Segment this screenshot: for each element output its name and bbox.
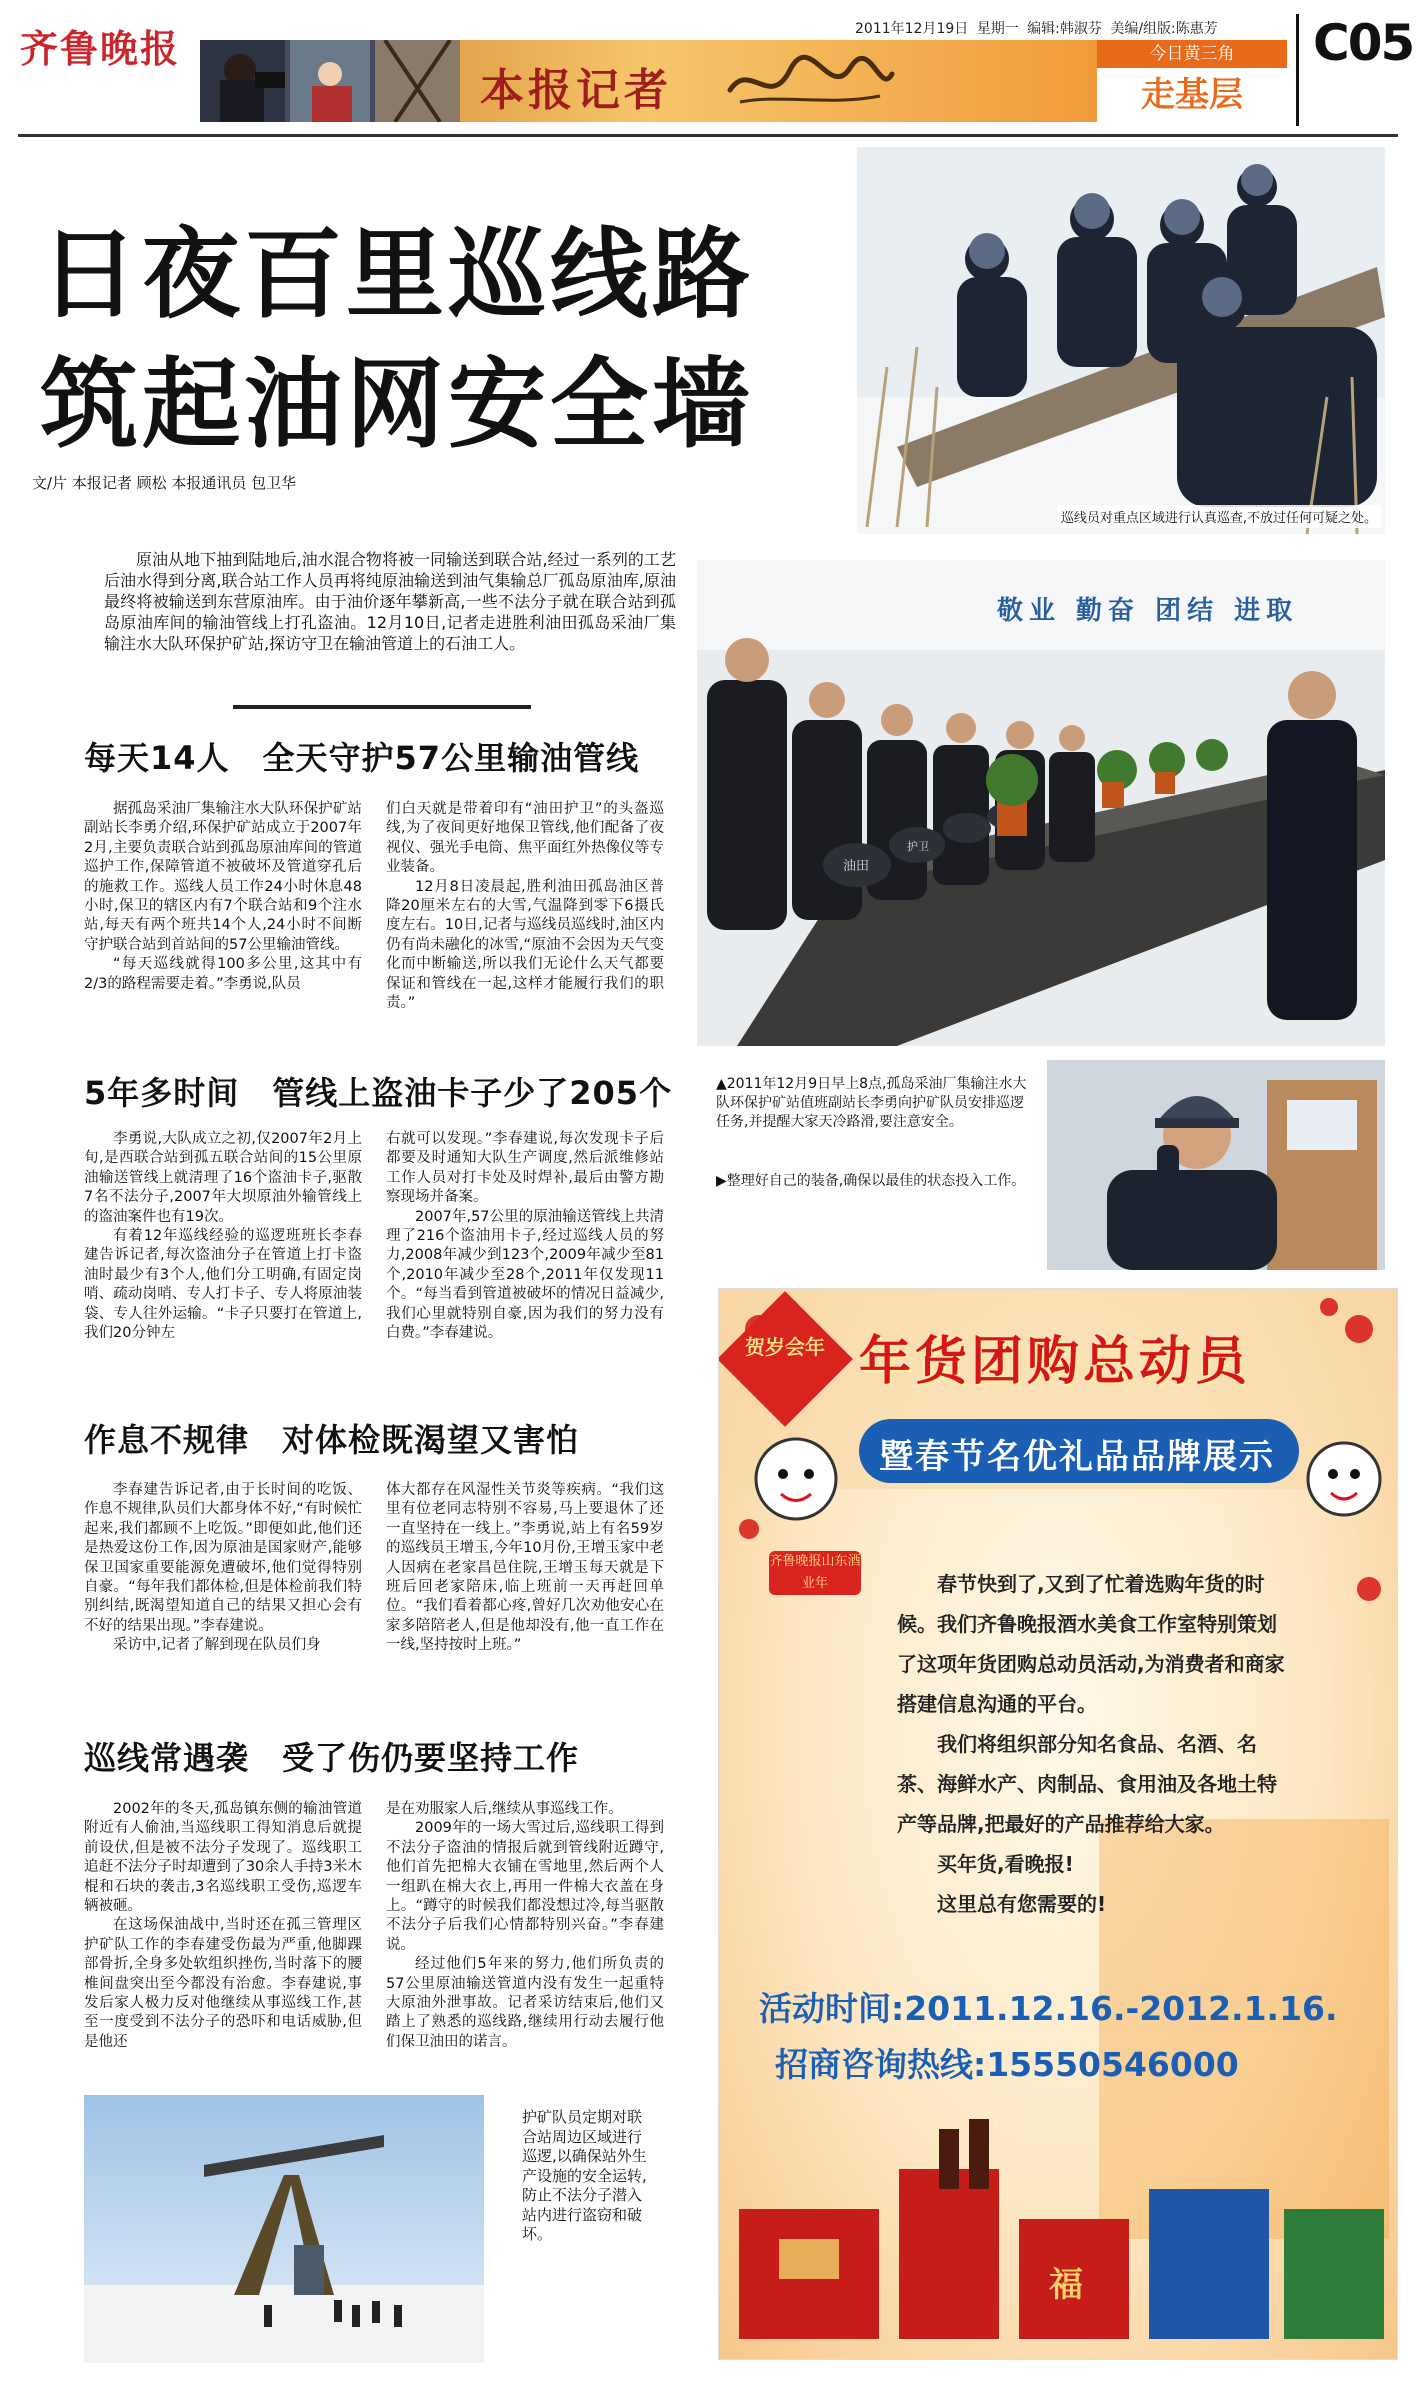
- section-2-right-p1: 右就可以发现。”李春建说,每次发现卡子后都要及时通知大队生产调度,然后派维修站工作人员对打卡处及时焊补,最后由警方勘察现场并备案。: [386, 1131, 664, 1206]
- mascot-right-icon: [1299, 1419, 1389, 1529]
- lede-divider: [233, 705, 531, 709]
- section-3-left-column: [84, 1481, 362, 1656]
- ad-subtitle: 暨春节名优礼品品牌展示: [879, 1437, 1275, 1477]
- guard-photo-image: [1047, 1060, 1385, 1270]
- guard-photo: [1047, 1060, 1385, 1270]
- section-2-left-column: [84, 1130, 362, 1343]
- section-4-right-p1: 是在劝服家人后,继续从事巡线工作。: [386, 1801, 623, 1817]
- meeting-caption: ▲2011年12月9日早上8点,孤岛采油厂集输注水大队环保护矿站值班副站长李勇向护矿队员安排巡逻任务,并提醒大家天冷路滑,要注意安全。: [716, 1076, 1027, 1130]
- patrol-photo-image: [857, 147, 1385, 534]
- page-number: C05: [1313, 14, 1414, 72]
- ad-tag: 齐鲁晚报山东酒业年: [769, 1551, 861, 1595]
- mascot-left-icon: [741, 1419, 851, 1529]
- column-banner: [200, 40, 1097, 122]
- helmet-label-1: 油田: [843, 859, 870, 874]
- oilfield-photo-image: [84, 2095, 484, 2363]
- section-1-right-p1: 们白天就是带着印有“油田护卫”的头盔巡线,为了夜间更好地保卫管线,他们配备了夜视仪、强光手电筒、焦平面红外热像仪等专业装备。: [386, 801, 664, 876]
- new-year-ad: [718, 1288, 1398, 2360]
- section-1-right-p2: 12月8日凌晨起,胜利油田孤岛油区普降20厘米左右的大雪,气温降到零下6摄氏度左右。10日,记者与巡线员巡线时,油区内仍有尚未融化的冰雪,“原油不会因为天气变化而中断输送,所以我们无论什么天气都要保证和管线在一起,这样才能履行我们的职责。”: [386, 878, 664, 1012]
- meeting-photo: [697, 560, 1385, 1046]
- section-3-right-p1: 体大都存在风湿性关节炎等疾病。“我们这里有位老同志特别不容易,马上要退休了还一直坚持在一线上。”李勇说,站上有名59岁的巡线员王增玉,今年10月份,王增玉家中老人因病在老家昌邑住院,王增玉每天就是下班后回老家陪床,临上班前一天再赶回单位。“我们看着都心疼,曾好几次劝他安心在家多陪陪老人,但是他却没有,他一直工作在一线,坚持按时上班。”: [386, 1482, 664, 1654]
- section-4-left-p1: 2002年的冬天,孤岛镇东侧的输油管道附近有人偷油,当巡线职工得知消息后就提前设伏,但是被不法分子发现了。巡线职工追赶不法分子时却遭到了30余人手持3米木棍和石块的袭击,3名巡线职工受伤,巡逻车辆被砸。: [84, 1801, 362, 1915]
- lede-paragraph: 原油从地下抽到陆地后,油水混合物将被一同输送到联合站,经过一系列的工艺后油水得到分离,联合站工作人员再将纯原油输送到油气集输总厂孤岛原油库,原油最终将被输送到东营原油库。由于油价逐年攀新高,一些不法分子就在联合站到孤岛原油库间的输油管线上打孔盗油。12月10日,记者走进胜利油田孤岛采油厂集输注水大队环保护矿站,探访守卫在输油管道上的石油工人。: [104, 550, 676, 653]
- section-name: 今日黄三角: [1097, 40, 1287, 68]
- section-3-heading: 作息不规律 对体检既渴望又害怕: [84, 1421, 580, 1459]
- masthead-divider: [1296, 14, 1299, 126]
- issue-meta: [855, 18, 1218, 38]
- ad-title: 年货团购总动员: [859, 1332, 1252, 1392]
- ad-paragraph-3: 买年货,看晚报!: [937, 1852, 1074, 1876]
- section-2-right-column: [386, 1130, 664, 1343]
- reporter-photo-collage: [200, 40, 460, 122]
- section-1-heading: 每天14人 全天守护57公里输油管线: [84, 739, 640, 777]
- ad-activity-time: 活动时间:2011.12.16.-2012.1.16.: [759, 1989, 1338, 2028]
- section-1-left-p1: 据孤岛采油厂集输注水大队环保护矿站副站长李勇介绍,环保护矿站成立于2007年2月,主要负责联合站到孤岛原油库间的管道巡护工作,保障管道不被破坏及管道穿孔后的施救工作。巡线人员工作24小时休息48小时,保卫的辖区内有7个联合站和9个注水站,每天有两个班共14个人,24小时不间断守护联合站到首站间的57公里输油管线。: [84, 801, 362, 953]
- ad-hotline: 招商咨询热线:15550546000: [775, 2045, 1239, 2084]
- section-2-left-p2: 有着12年巡线经验的巡逻班班长李春建告诉记者,每次盗油分子在管道上打卡盗油时最少有3个人,他们分工明确,有固定岗哨、疏动岗哨、专人打卡子、专人将原油装袋、专人往外运输。“卡子只要打在管道上,我们20分钟左: [84, 1228, 362, 1342]
- ad-gift-box-label: 福: [1049, 2265, 1083, 2305]
- masthead-rule: [18, 134, 1398, 137]
- section-4-heading: 巡线常遇袭 受了伤仍要坚持工作: [84, 1739, 580, 1777]
- guard-caption: ▶整理好自己的装备,确保以最佳的状态投入工作。: [716, 1173, 1026, 1189]
- section-4-right-p2: 2009年的一场大雪过后,巡线职工得到不法分子盗油的情报后就到管线附近蹲守,他们首先把棉大衣铺在雪地里,然后两个人一组趴在棉大衣上,再用一件棉大衣盖在身上。“蹲守的时候我们都没想过冷,每当驱散不法分子后我们心情都特别兴奋。”李春建说。: [386, 1820, 664, 1953]
- oilfield-photo: [84, 2095, 484, 2363]
- newspaper-logo: 齐鲁晚报: [20, 26, 181, 71]
- oilfield-caption: 护矿队员定期对联合站周边区域进行巡逻,以确保站外生产设施的安全运转,防止不法分子潜入站内进行盗窃和破坏。: [522, 2108, 647, 2243]
- section-4-right-p3: 经过他们5年来的努力,他们所负责的57公里原油输送管道内没有发生一起重特大原油外泄事故。记者采访结束后,他们又踏上了熟悉的巡线路,继续用行动去履行他们保卫油田的诺言。: [386, 1956, 664, 2050]
- banner-title: 本报记者: [480, 65, 672, 116]
- headline-line-2: 筑起油网安全墙: [40, 348, 755, 462]
- byline: 文/片 本报记者 顾松 本报通讯员 包卫华: [32, 474, 297, 492]
- ad-paragraph-1: 春节快到了,又到了忙着选购年货的时候。我们齐鲁晚报酒水美食工作室特别策划了这项年货团购总动员活动,为消费者和商家搭建信息沟通的平台。: [897, 1572, 1285, 1716]
- section-2-heading: 5年多时间 管线上盗油卡子少了205个: [84, 1074, 673, 1112]
- section-3-left-p2: 采访中,记者了解到现在队员们身: [113, 1637, 321, 1654]
- headline-line-1: 日夜百里巡线路: [40, 218, 755, 332]
- section-3-left-p1: 李春建告诉记者,由于长时间的吃饭、作息不规律,队员们大都身体不好,“有时候忙起来,我们都顾不上吃饭。”即便如此,他们还是热爱这份工作,因为原油是国家财产,能够保卫国家重要能源免遭破坏,他们觉得特别自豪。“每年我们都体检,但是体检前我们特别纠结,既渴望知道自己的结果又担心会有不好的结果出现。”李春建说。: [84, 1482, 362, 1634]
- section-4-left-p2: 在这场保油战中,当时还在孤三管理区护矿队工作的李春建受伤最为严重,他脚踝部骨折,全身多处软组织挫伤,当时落下的腰椎间盘突出至今都没有治愈。李春建说,事发后家人极力反对他继续从事巡线工作,甚至一度受到不法分子的恐吓和电话威胁,但是他还: [84, 1917, 362, 2050]
- section-3-right-column: [386, 1481, 664, 1656]
- section-2-left-p1: 李勇说,大队成立之初,仅2007年2月上旬,是西联合站到孤五联合站间的15公里原油输送管线上就清理了16个盗油卡子,驱散7名不法分子,2007年大坝原油外输管线上的盗油案件也有19次。: [84, 1131, 362, 1225]
- section-4-right-column: [386, 1800, 664, 2052]
- helmet-label-2: 护卫: [907, 840, 929, 853]
- ad-body: [897, 1564, 1287, 1924]
- issue-weekday: 星期一: [976, 21, 1019, 37]
- reporter-signature: [720, 50, 900, 114]
- meeting-room-image: [697, 560, 1385, 1046]
- meeting-wall-slogan: 敬业 勤奋 团结 进取: [997, 596, 1299, 626]
- patrol-photo: [857, 147, 1385, 534]
- designer-credit: 美编/组版:陈惠芳: [1110, 21, 1218, 37]
- ad-paragraph-2: 我们将组织部分知名食品、名酒、名茶、海鲜水产、肉制品、食用油及各地土特产等品牌,把最好的产品推荐给大家。: [897, 1732, 1277, 1836]
- section-1-left-p2: “每天巡线就得100多公里,这其中有2/3的路程需要走着。”李勇说,队员: [84, 956, 362, 992]
- patrol-photo-caption: 巡线员对重点区域进行认真巡查,不放过任何可疑之处。: [1057, 505, 1381, 528]
- editor-credit: 编辑:韩淑芬: [1027, 21, 1102, 37]
- ad-badge-text: 贺岁会年: [745, 1335, 825, 1359]
- section-1-right-column: [386, 800, 664, 1013]
- section-4-left-column: [84, 1800, 362, 2052]
- ad-paragraph-4: 这里总有您需要的!: [937, 1892, 1107, 1916]
- issue-date: 2011年12月19日: [855, 21, 969, 37]
- section-column: 走基层: [1141, 75, 1243, 115]
- section-2-right-p2: 2007年,57公里的原油输送管线上共清理了216个盗油用卡子,经过巡线人员的努力,2008年减少到123个,2009年减少至81个,2010年减少至28个,2011年仅发现11个。“每当看到管道被破坏的情况日益减少,我们心里就特别自豪,因为我们的努力没有白费。”李春建说。: [386, 1208, 664, 1342]
- section-1-left-column: [84, 800, 362, 994]
